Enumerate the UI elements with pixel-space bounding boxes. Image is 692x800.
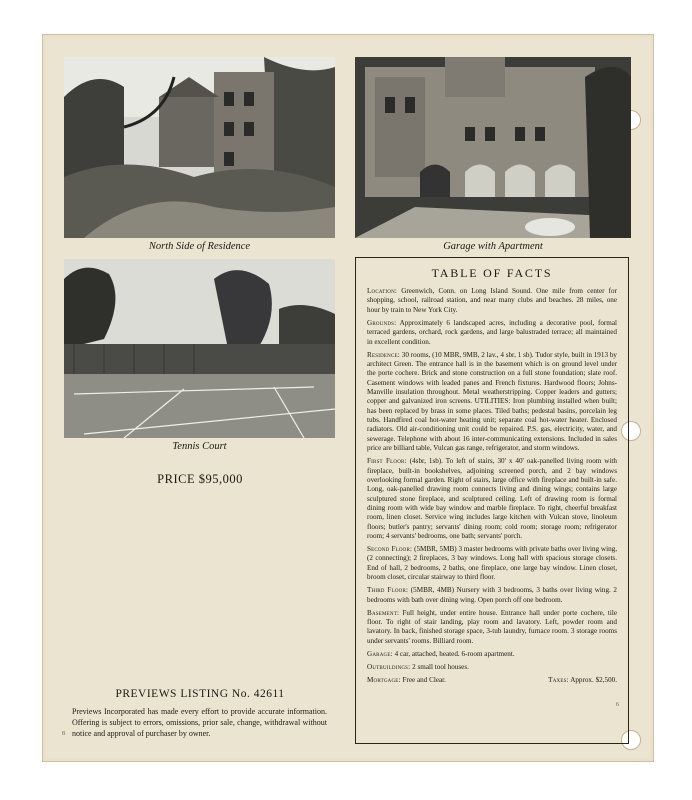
fact-text: (5MBR, 4MB) Nursery with 3 bedrooms, 3 baths over living wing. 2 bedrooms with bath over dining wing. Open porch off one bedroom. — [367, 586, 617, 604]
fact-mortgage-taxes — [367, 676, 617, 685]
fact-text: Approximately 6 landscaped acres, including a decorative pool, formal terraced gardens, orchard, rock gardens, and large balustraded terrace; all maintained in excellent condition. — [367, 318, 617, 346]
fact-text: Approx. $2,500. — [570, 676, 617, 685]
photo-caption: North Side of Residence — [148, 241, 251, 252]
fact-label: Second Floor: — [367, 545, 413, 554]
fact-label: Mortgage: — [367, 676, 401, 685]
fact-text: Full height, under entire house. Entrance hall under porte cochere, tile floor. To right of stair landing, play room and lavatory. Left, powder room and lavatory. In back, finished storage space, 3-tub laundry, furnace room. 3 storage rooms under servants' rooms. Billiard room. — [367, 608, 617, 645]
listing-number: PREVIEWS LISTING No. 42611 — [115, 688, 285, 700]
fact-label: Residence: — [367, 350, 400, 359]
fact-mortgage — [367, 676, 446, 685]
price-label: PRICE $95,000 — [157, 472, 243, 486]
fact-label: Outbuildings: — [367, 663, 411, 672]
fact-label: Grounds: — [367, 318, 397, 327]
page-mark: 8 — [62, 731, 65, 737]
fact-basement — [367, 609, 617, 646]
photo-caption: Tennis Court — [172, 441, 227, 452]
fact-label: Taxes: — [548, 676, 569, 685]
photo-tennis-court — [64, 259, 335, 438]
fact-text: (4sbr, 1sb). To left of stairs, 30' x 40' oak-panelled living room with fireplace, built-in bookshelves, adjoining screened porch, and 2 bay windows overlooking formal garden. Right of stairs, large office with fireplace and built-in safe. Long, oak-panelled drawing room connects living and dining wings; contains large sculptured stone fireplace, and sculptured ceiling. Left of drawing room is formal dining room with wide bay window and marble fireplace. To right, cheerful breakfast room, linen closet. Service wing includes large kitchen with Vulcan stove, linoleum floors; butler's pantry; servants' dining room; cold room; storage room; refrigerator room; 4 servants' bedrooms, one bath; servants' porch. — [367, 457, 617, 540]
photo-garage-apartment — [355, 57, 631, 238]
fact-label: Garage: — [367, 649, 393, 658]
fact-taxes — [548, 676, 617, 685]
fact-text: 4 car, attached, heated. 6-room apartment. — [394, 649, 515, 658]
fact-label: Location: — [367, 287, 398, 295]
fact-residence — [367, 351, 617, 454]
fact-location — [367, 287, 617, 315]
photo-north-side-residence — [64, 57, 335, 238]
disclaimer-text: Previews Incorporated has made every effort to provide accurate information. Offering is subject to errors, omissions, prior sale, change, withdrawal without notice and approval of purchaser by owner. — [72, 707, 327, 739]
fact-grounds — [367, 319, 617, 347]
fact-text: (5MBR, 5MB) 3 master bedrooms with private baths over living wing, (2 connecting); 2 fireplaces, 3 bay windows. Long hall with spacious storage closets. End of hall, 2 bedrooms, 2 baths, one fireplace, one large bay window. Linen closet, broom closet, circular stairway to third floor. — [367, 545, 617, 582]
fact-outbuildings — [367, 663, 617, 672]
table-of-facts — [355, 257, 629, 744]
photo-caption: Garage with Apartment — [443, 241, 543, 252]
fact-label: First Floor: — [367, 457, 407, 466]
fact-label: Basement: — [367, 608, 400, 617]
fact-label: Third Floor: — [367, 586, 409, 595]
fact-text: Free and Clear. — [402, 676, 446, 685]
fact-text: 2 small tool houses. — [412, 663, 469, 672]
fact-third-floor — [367, 586, 617, 605]
fact-second-floor — [367, 545, 617, 582]
facts-title: TABLE OF FACTS — [431, 266, 553, 280]
fact-first-floor — [367, 457, 617, 541]
fact-garage — [367, 650, 617, 659]
page-mark: 6 — [616, 702, 619, 708]
fact-text: Greenwich, Conn. on Long Island Sound. One mile from center for shopping, school, railroad station, and near many clubs and beaches. 28 miles, one hour by train to New York City. — [367, 287, 617, 314]
fact-text: 30 rooms, (10 MBR, 9MB, 2 lav., 4 sbr, 1 sb). Tudor style, built in 1913 by architect Green. The entrance hall is in the basement which is on ground level under the porte cochere. Brick and stone construction on a full stone foundation; slate roof. Casement windows with leaded panes and French fixtures. Hardwood floors; Johns-Manville insulation throughout. Metal weatherstripping. Copper leaders and gutters; copper and galvanized iron screens. UTILITIES: Iron plumbing installed when built; has been replaced by brass in some places. Tiled baths; pedestal basins, porcelain leg tubs. Handfired coal hot-water heating unit; separate coal hot-water heater. Enclosed radiators. Old air-conditioning unit could be repaired. P.S. gas, electricity, water, and sewerage. Telephone with about 16 inter-communicating extensions. Included in sales price are billiard table, Vulcan gas range, refrigerator, and storm windows. — [367, 350, 617, 453]
